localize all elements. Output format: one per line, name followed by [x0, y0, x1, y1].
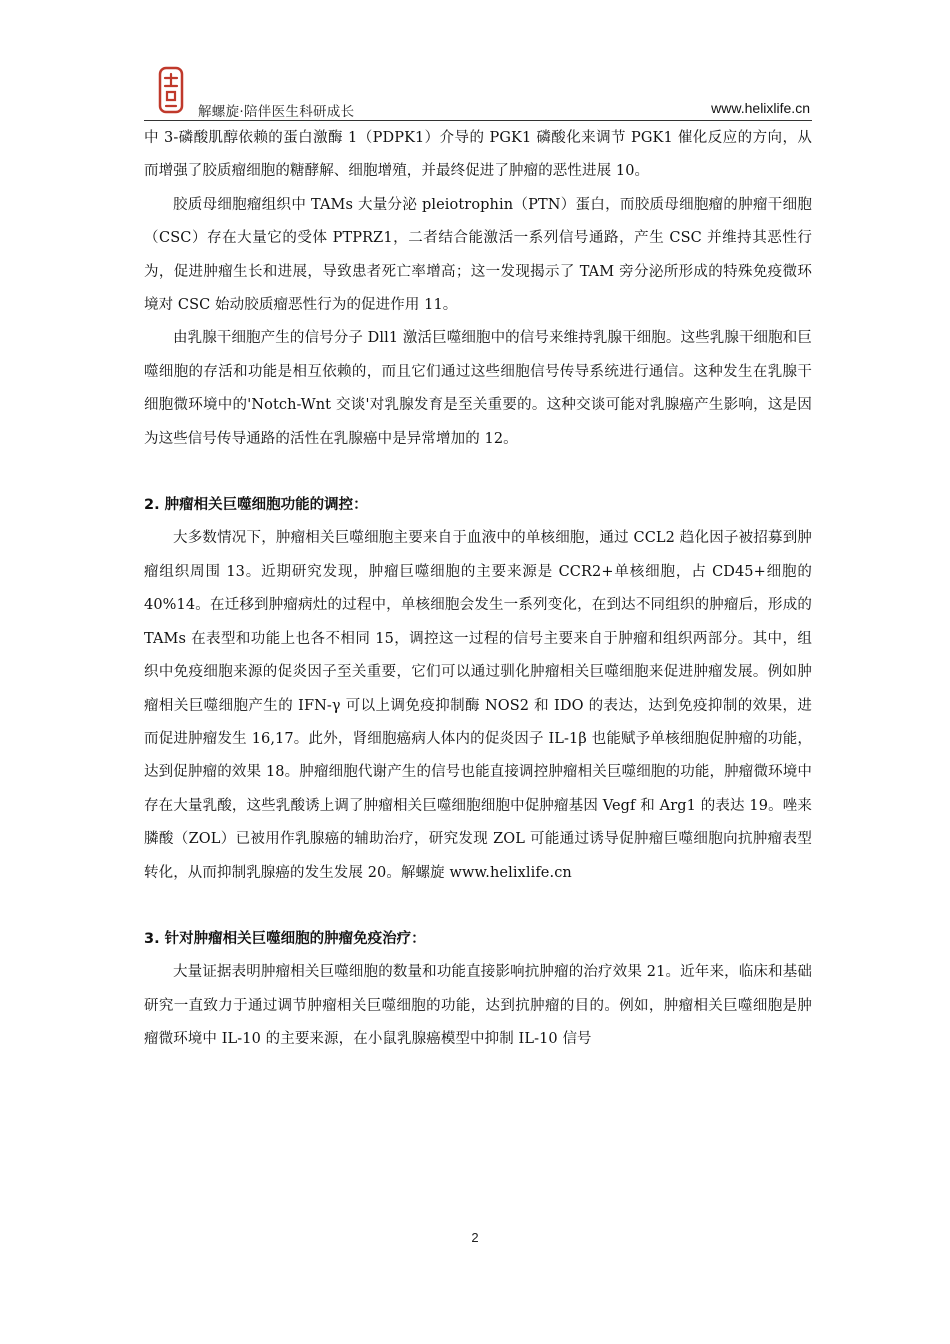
section-heading-2: 2. 肿瘤相关巨噬细胞功能的调控：: [144, 497, 368, 514]
paragraph-2: 胶质母细胞瘤组织中 TAMs 大量分泌 pleiotrophin（PTN）蛋白，而胶质母细胞瘤的肿瘤干细胞（CSC）存在大量它的受体 PTPRZ1，二者结合能激活一系列信号通路，产生 CSC 并维持其恶性行为，促进肿瘤生长和进展，导致患者死亡率增高；这一发现揭示了 TAM 旁分泌所形成的特殊免疫微环境对 CSC 始动胶质瘤恶性行为的促进作用 11。: [144, 196, 812, 314]
section-heading-3: 3. 针对肿瘤相关巨噬细胞的肿瘤免疫治疗：: [144, 930, 426, 947]
site-url[interactable]: www.helixlife.cn: [711, 100, 810, 116]
document-body: [144, 122, 812, 1057]
paragraph-4: 大多数情况下，肿瘤相关巨噬细胞主要来自于血液中的单核细胞，通过 CCL2 趋化因子被招募到肿瘤组织周围 13。近期研究发现，肿瘤巨噬细胞的主要来源是 CCR2+单核细胞，占 CD45+细胞的 40%14。在迁移到肿瘤病灶的过程中，单核细胞会发生一系列变化，在到达不同组织的肿瘤后，形成的 TAMs 在表型和功能上也各不相同 15，调控这一过程的信号主要来自于肿瘤和组织两部分。其中，组织中免疫细胞来源的促炎因子至关重要，它们可以通过驯化肿瘤相关巨噬细胞来促进肿瘤发展。例如肿瘤相关巨噬细胞产生的 IFN-γ 可以上调免疫抑制酶 NOS2 和 IDO 的表达，达到免疫抑制的效果，进而促进肿瘤发生 16,17。此外，肾细胞癌病人体内的促炎因子 IL-1β 也能赋予单核细胞促肿瘤的功能，达到促肿瘤的效果 18。肿瘤细胞代谢产生的信号也能直接调控肿瘤相关巨噬细胞的功能，肿瘤微环境中存在大量乳酸，这些乳酸诱上调了肿瘤相关巨噬细胞细胞中促肿瘤基因 Vegf 和 Arg1 的表达 19。唑来膦酸（ZOL）已被用作乳腺癌的辅助治疗，研究发现 ZOL 可能通过诱导促肿瘤巨噬细胞向抗肿瘤表型转化，从而抑制乳腺癌的发生发展 20。解螺旋 www.helixlife.cn: [144, 530, 812, 881]
section-spacer: [144, 456, 812, 489]
header-divider: [144, 120, 812, 121]
brand-tagline: 解螺旋·陪伴医生科研成长: [198, 104, 355, 120]
seal-logo-icon: [158, 66, 184, 114]
page-header: [144, 60, 812, 120]
paragraph-5: 大量证据表明肿瘤相关巨噬细胞的数量和功能直接影响抗肿瘤的治疗效果 21。近年来，临床和基础研究一直致力于通过调节肿瘤相关巨噬细胞的功能，达到抗肿瘤的目的。例如，肿瘤相关巨噬细胞是肿瘤微环境中 IL-10 的主要来源，在小鼠乳腺癌模型中抑制 IL-10 信号: [144, 964, 812, 1048]
page-number: 2: [471, 1230, 479, 1245]
paragraph-3: 由乳腺干细胞产生的信号分子 Dll1 激活巨噬细胞中的信号来维持乳腺干细胞。这些乳腺干细胞和巨噬细胞的存活和功能是相互依赖的，而且它们通过这些细胞信号传导系统进行通信。这种发生在乳腺干细胞微环境中的'Notch-Wnt 交谈'对乳腺发育是至关重要的。这种交谈可能对乳腺癌产生影响，这是因为这些信号传导通路的活性在乳腺癌中是异常增加的 12。: [144, 330, 812, 447]
section-spacer: [144, 890, 812, 923]
paragraph-1: 中 3-磷酸肌醇依赖的蛋白激酶 1（PDPK1）介导的 PGK1 磷酸化来调节 PGK1 催化反应的方向，从而增强了胶质瘤细胞的糖酵解、细胞增殖，并最终促进了肿瘤的恶性进展 10。: [144, 130, 812, 180]
